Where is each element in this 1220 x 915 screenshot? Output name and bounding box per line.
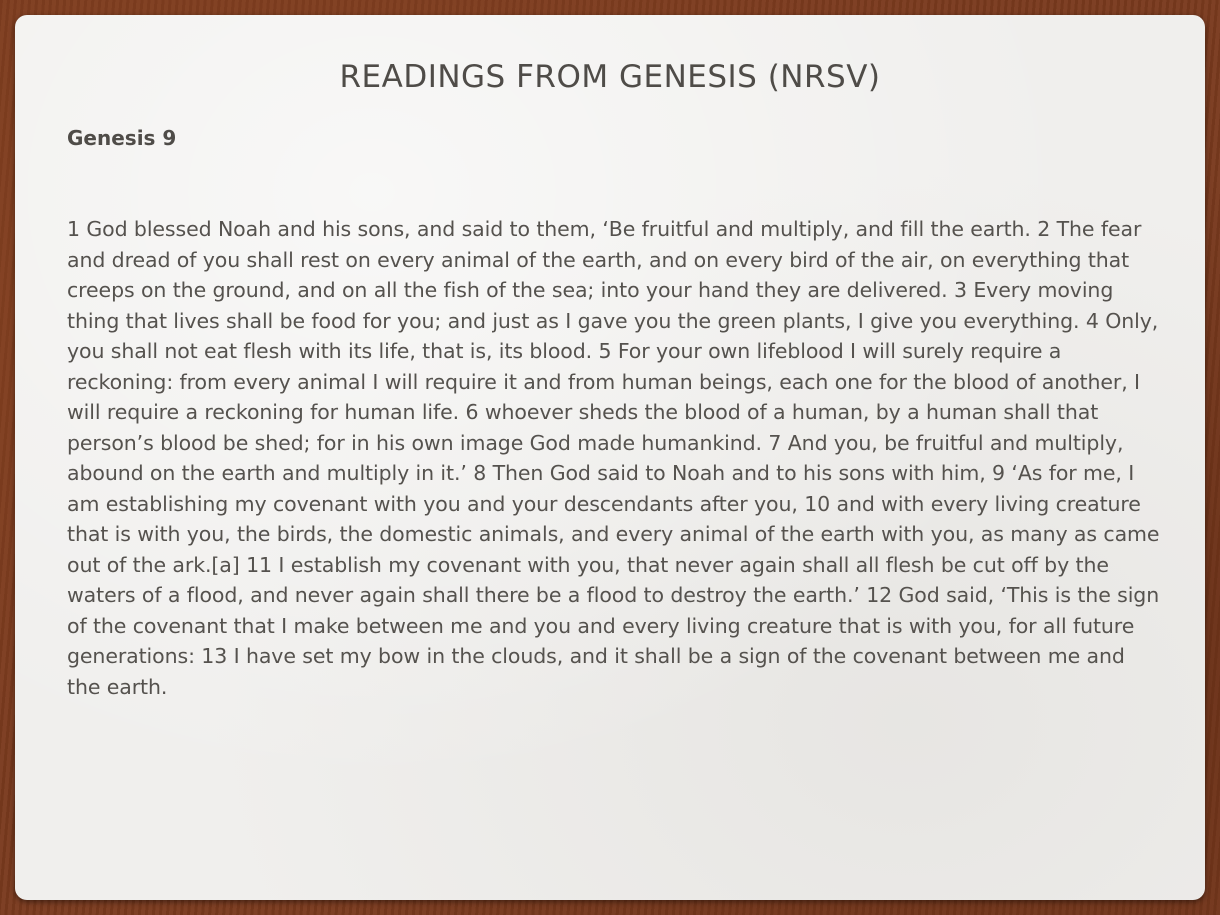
slide-title: READINGS FROM GENESIS (NRSV): [339, 59, 881, 95]
scripture-passage: 1 God blessed Noah and his sons, and said to them, ‘Be fruitful and multiply, and fill the earth. 2 The fear and dread of you shall rest on every animal of the earth, and on every bird of the air, on everything that creeps on the ground, and on all the fish of the sea; into your hand they are delivered. 3 Every moving thing that lives shall be food for you; and just as I gave you the green plants, I give you everything. 4 Only, you shall not eat flesh with its life, that is, its blood. 5 For your own lifeblood I will surely require a reckoning: from every animal I will require it and from human beings, each one for the blood of another, I will require a reckoning for human life. 6 whoever sheds the blood of a human, by a human shall that person’s blood be shed; for in his own image God made humankind. 7 And you, be fruitful and multiply, abound on the earth and multiply in it.’ 8 Then God said to Noah and to his sons with him, 9 ‘As for me, I am establishing my covenant with you and your descendants after you, 10 and with every living creature that is with you, the birds, the domestic animals, and every animal of the earth with you, as many as came out of the ark.[a] 11 I establish my covenant with you, that never again shall all flesh be cut off by the waters of a flood, and never again shall there be a flood to destroy the earth.’ 12 God said, ‘This is the sign of the covenant that I make between me and you and every living creature that is with you, for all future generations: 13 I have set my bow in the clouds, and it shall be a sign of the covenant between me and the earth.: [67, 217, 1160, 699]
slide: [15, 15, 1205, 900]
chapter-heading: Genesis 9: [67, 126, 177, 150]
